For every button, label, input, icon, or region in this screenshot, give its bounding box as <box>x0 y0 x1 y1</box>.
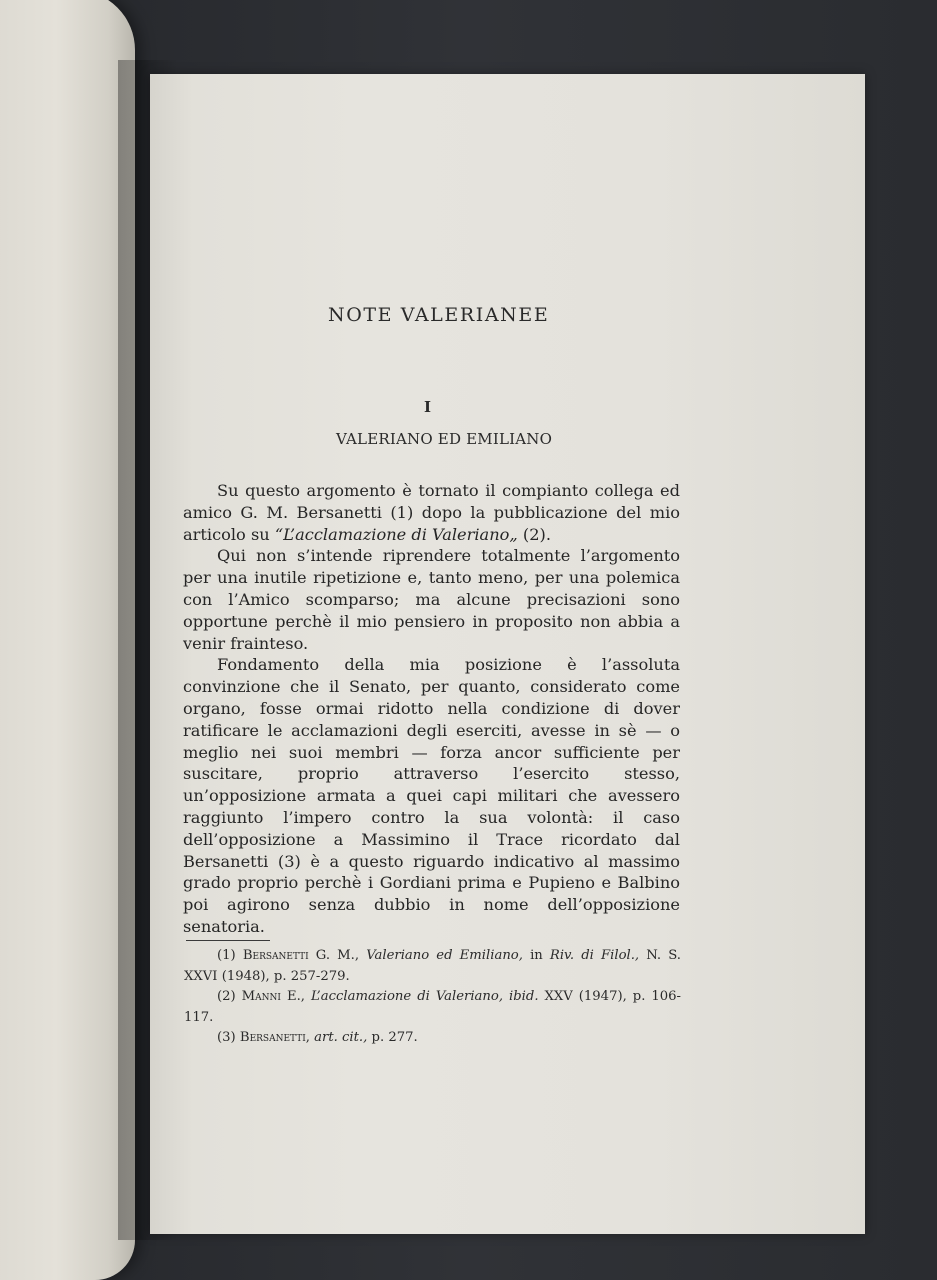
footnote-3 <box>184 1028 681 1049</box>
footnote-number: (3) <box>217 1030 236 1045</box>
footnote-rest: p. 277. <box>367 1030 418 1045</box>
section-title: VALERIANO ED EMILIANO <box>336 430 553 448</box>
paragraph-1 <box>183 480 680 545</box>
footnote-work: L’acclamazione di Valeriano, ibid. <box>310 989 539 1004</box>
footnote-divider <box>186 940 270 941</box>
footnote-rest: N. S. XXVI (1948), p. 257-279. <box>184 948 681 984</box>
body-text <box>183 480 680 938</box>
footnote-author: Bersanetti G. M., <box>242 948 360 963</box>
footnote-mid: in <box>522 948 550 963</box>
paragraph-1-end: (2). <box>517 524 551 544</box>
book-page <box>150 74 865 1234</box>
page-title: NOTE VALERIANEE <box>328 304 550 326</box>
footnote-work: art. cit., <box>314 1030 368 1045</box>
article-title-italic: “L’acclamazione di Valeriano„ <box>274 524 518 544</box>
footnote-journal: Riv. di Filol., <box>549 948 640 963</box>
footnote-2 <box>184 987 681 1028</box>
footnote-1 <box>184 946 681 987</box>
left-page-edge <box>0 0 135 1280</box>
footnotes <box>184 946 681 1049</box>
footnote-author: Manni E., <box>241 989 305 1004</box>
footnote-number: (2) <box>217 989 236 1004</box>
footnote-author: Bersanetti, <box>239 1030 310 1045</box>
paragraph-3: Fondamento della mia posizione è l’assoluta convinzione che il Senato, per quanto, considerato come organo, fosse ormai ridotto nella condizione di dover ratificare le acclamazioni degli eserciti, avesse in sè — o meglio nei suoi membri — forza ancor sufficiente per suscitare, proprio attraverso l’esercito stesso, un’opposizione armata a quei capi militari che avessero raggiunto l’impero contro la sua volontà: il caso dell’opposizione a Massimino il Trace ricordato dal Bersanetti (3) è a questo riguardo indicativo al massimo grado proprio perchè i Gordiani prima e Pupieno e Balbino poi agirono senza dubbio in nome dell’opposizione senatoria. <box>183 655 680 936</box>
paragraph-2: Qui non s’intende riprendere totalmente l’argomento per una inutile ripetizione e, tanto meno, per una polemica con l’Amico scomparso; ma alcune precisazioni sono opportune perchè il mio pensiero in proposito non abbia a venir frainteso. <box>183 546 680 653</box>
paragraph-1-text: Su questo argomento è tornato il compianto collega ed amico G. M. Bersanetti (1) dopo la pubblicazione del mio articolo su <box>183 481 680 544</box>
footnote-rest: XXV (1947), p. 106-117. <box>184 989 681 1025</box>
section-number: I <box>424 398 432 416</box>
footnote-work: Valeriano ed Emiliano, <box>366 948 523 963</box>
footnote-number: (1) <box>217 948 236 963</box>
